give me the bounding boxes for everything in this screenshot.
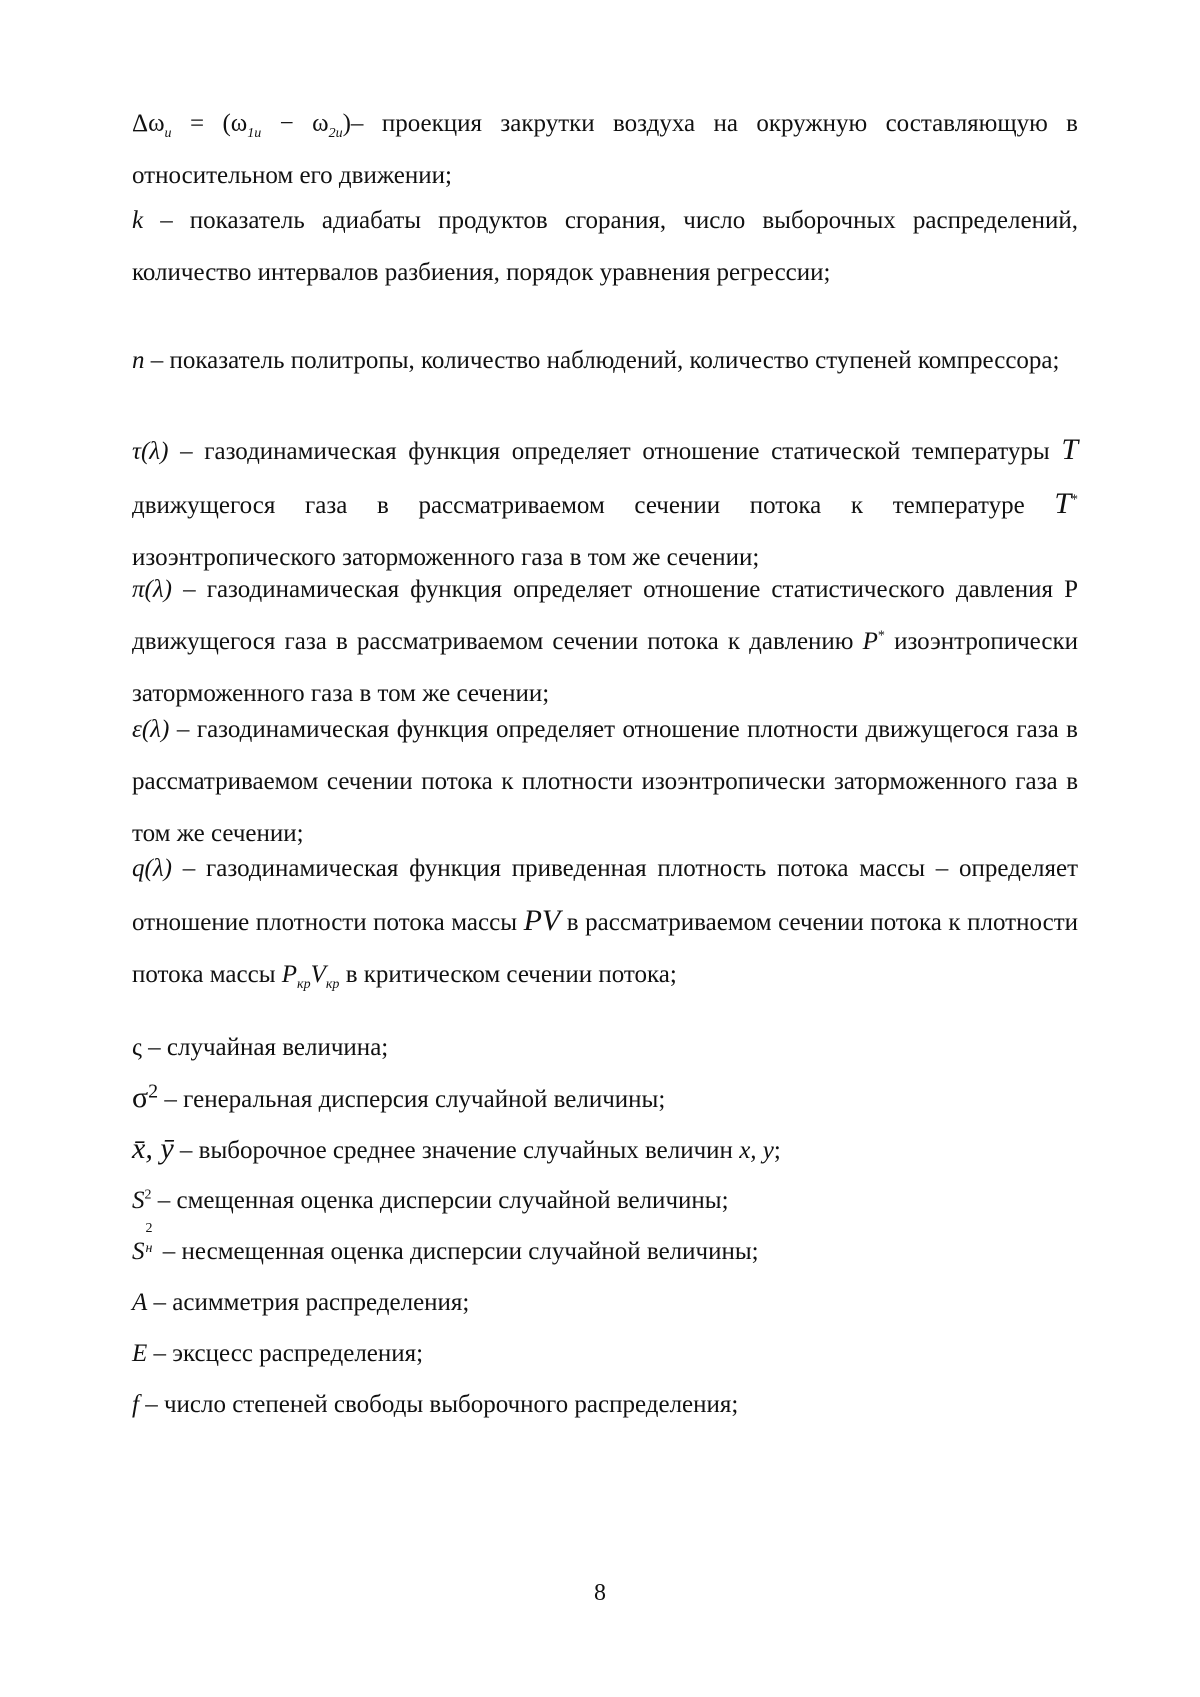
entry-symbol: n [132,347,145,374]
entry-symbol: A [132,1289,148,1316]
entry-symbol: k [132,207,144,234]
entry-symbol: x̄, ȳ [132,1132,174,1165]
entry-n [132,335,1078,387]
entry-text: – показатель политропы, количество наблюдений, количество ступеней компрессора; [144,347,1060,374]
entry-text: – смещенная оценка дисперсии случайной величины; [151,1187,729,1214]
entry-symbol: q(λ) [132,855,172,882]
entry-text: – проекция закрутки воздуха на окружную составляющую в относительном его движении; [132,110,1078,189]
entry-degrees-of-freedom [132,1390,1078,1420]
entry-symbol: f [132,1391,139,1418]
entry-symbol: Δω [132,110,165,137]
entry-symbol: ε(λ) [132,716,170,743]
entry-asymmetry [132,1288,1078,1318]
entry-symbol: E [132,1340,148,1367]
entry-text: – показатель адиабаты продуктов сгорания, число выборочных распределений, количество интервалов разбиения, порядок уравнения регрессии; [132,207,1078,286]
entry-text: – случайная величина; [141,1034,389,1061]
entry-k [132,195,1078,299]
entry-symbol: ς [132,1034,142,1061]
entry-symbol: σ [132,1081,149,1114]
entry-tau: τ(λ) – газодинамическая функция определяет отношение статической температуры T движущегося газа в рассматриваемом сечении потока к температуре T* изоэнтропического заторможенного газа в том же сечении; [132,433,1078,571]
entry-symbol: S [132,1187,145,1214]
entry-delta-omega: $\Delta\omega_u = (\omega_{1u} - \omega_{2u})-$ проекция закрутки воздуха на окружную составляющую в относительном его движении; [132,110,1078,189]
page-number: 8 [594,1580,606,1606]
entry-varsigma [132,1033,1078,1063]
entry-text: – газодинамическая функция определяет отношение плотности движущегося газа в рассматриваемом сечении потока к плотности изоэнтропически заторможенного газа в том же сечении; [132,716,1078,847]
entry-text: – число степеней свободы выборочного распределения; [138,1391,739,1418]
entry-epsilon [132,704,1078,860]
entry-q: q(λ) – газодинамическая функция приведенная плотность потока массы – определяет отношение плотности потока массы PV в рассматриваемом сечении потока к плотности потока массы $P_{кр}V_{кр}$ в критическом сечении потока; [132,855,1078,992]
entry-text: – эксцесс распределения; [147,1340,424,1367]
entry-sample-mean: x̄, ȳ – выборочное среднее значение случайных величин x, y; [132,1132,781,1165]
entry-symbol: τ(λ) [132,438,169,465]
entry-unbiased-variance: S 2 н – несмещенная оценка дисперсии случайной величины; [132,1221,759,1265]
entry-biased-variance: $S^2$ – смещенная оценка дисперсии случайной величины; [132,1187,729,1214]
entry-symbol: S [132,1238,145,1265]
entry-symbol: π(λ) [132,576,173,603]
entry-text: – генеральная дисперсия случайной величины; [158,1086,666,1113]
entry-text: – асимметрия распределения; [147,1289,470,1316]
entry-text: – несмещенная оценка дисперсии случайной величины; [156,1238,759,1265]
entry-excess [132,1339,1078,1369]
entry-pi: π(λ) – газодинамическая функция определяет отношение статистического давления Р движущегося газа в рассматриваемом сечении потока к давлению P* изоэнтропически заторможенного газа в том же сечении; [132,576,1078,707]
entry-sigma-squared: $\sigma^2$ – генеральная дисперсия случайной величины; [132,1080,666,1114]
